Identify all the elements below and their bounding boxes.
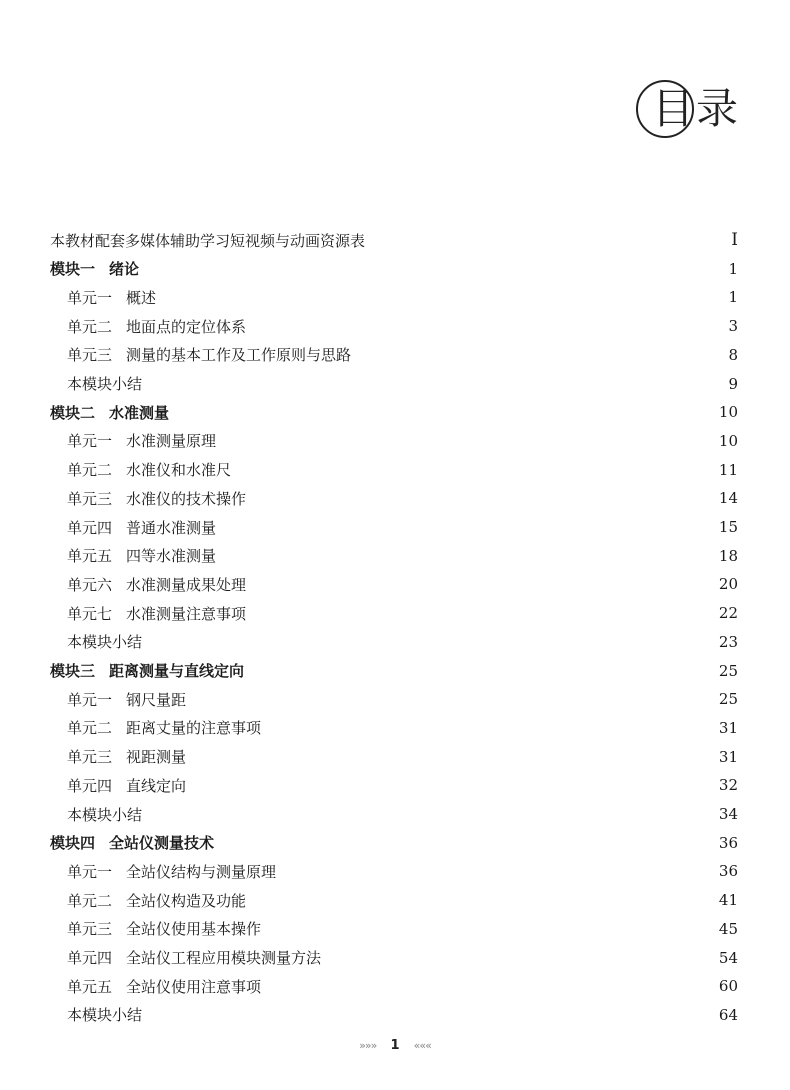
toc-entry-title: 全站仪结构与测量原理: [126, 862, 277, 881]
toc-entry-page: 25: [718, 690, 738, 709]
toc-entry-code: 单元一: [67, 690, 113, 709]
toc-unit-entry[interactable]: [67, 714, 738, 742]
toc-unit-entry[interactable]: [67, 857, 738, 885]
toc-module-entry[interactable]: [50, 398, 738, 426]
toc-entry-title: 水准测量: [109, 403, 170, 422]
dot-leader: [237, 465, 713, 475]
toc-entry-code: 单元四: [67, 776, 113, 795]
dot-leader: [267, 981, 713, 991]
dot-leader: [282, 866, 713, 876]
dot-leader: [148, 1010, 713, 1020]
page-number: 1: [390, 1038, 400, 1053]
toc-unit-entry[interactable]: [67, 915, 738, 943]
toc-entry-title: 概述: [126, 288, 157, 307]
footer-right-marks: «««: [413, 1039, 431, 1052]
toc-unit-entry[interactable]: [67, 972, 738, 1000]
toc-entry-code: 单元六: [67, 575, 113, 594]
toc-entry-title: 普通水准测量: [126, 518, 217, 537]
dot-leader: [148, 637, 713, 647]
toc-entry-label: [67, 918, 261, 939]
toc-entry-title: 全站仪使用基本操作: [126, 920, 262, 939]
toc-entry-page: 54: [718, 948, 738, 967]
toc-unit-entry[interactable]: [67, 427, 738, 455]
toc-entry-page: 41: [718, 891, 738, 910]
toc-entry-title: 水准仪和水准尺: [126, 461, 232, 480]
toc-entry-label: [67, 717, 261, 738]
toc-entry-title: 全站仪工程应用模块测量方法: [126, 949, 322, 967]
toc-entry-label: [67, 631, 142, 652]
toc-entry-label: [67, 344, 351, 365]
toc-entry-code: 单元三: [67, 748, 113, 767]
toc-entry-page: 20: [718, 575, 738, 594]
toc-entry-title: 距离测量与直线定向: [109, 662, 245, 680]
toc-entry-title: 本模块小结: [67, 805, 143, 824]
toc-entry-page: 9: [728, 374, 738, 393]
toc-entry-code: 单元五: [67, 977, 113, 996]
toc-entry-title: 本教材配套多媒体辅助学习短视频与动画资源表: [50, 231, 366, 250]
toc-entry-title: 全站仪构造及功能: [126, 891, 247, 910]
toc-entry-code: 单元三: [67, 489, 113, 508]
toc-unit-entry[interactable]: [67, 944, 738, 972]
toc-unit-entry[interactable]: [67, 312, 738, 340]
toc-unit-entry[interactable]: [67, 886, 738, 914]
toc-entry-code: 单元一: [67, 432, 113, 451]
toc-entry-code: 单元三: [67, 346, 113, 365]
dot-leader: [192, 752, 713, 762]
toc-entry-label: [67, 430, 216, 451]
toc-entry-title: 钢尺量距: [126, 690, 187, 709]
toc-entry-page: 36: [718, 833, 738, 852]
toc-entry-code: 单元五: [67, 547, 113, 566]
dot-leader: [192, 694, 713, 704]
toc-entry-title: 本模块小结: [67, 633, 143, 652]
toc-entry-label: [67, 746, 186, 767]
toc-unit-entry[interactable]: [67, 484, 738, 512]
toc-entry-label: [67, 1004, 142, 1025]
toc-entry-page: 22: [718, 604, 738, 623]
toc-entry-label: [67, 316, 246, 337]
toc-entry-label: [67, 603, 246, 624]
toc-entry-title: 绪论: [109, 260, 140, 279]
toc-entry-code: 模块二: [50, 403, 96, 422]
toc-entry-label: [67, 287, 156, 308]
toc-entry-label: [67, 459, 231, 480]
toc-entry-label: [50, 230, 365, 251]
toc-module-entry[interactable]: [50, 829, 738, 857]
toc-entry-title: 本模块小结: [67, 375, 143, 393]
toc-entry-code: 模块三: [50, 662, 96, 680]
dot-leader: [267, 723, 713, 733]
toc-unit-entry[interactable]: [67, 800, 738, 828]
toc-entry-label: [50, 402, 169, 423]
toc-entry-label: [50, 660, 244, 681]
dot-leader: [162, 292, 720, 302]
toc-entry-label: [67, 976, 261, 997]
toc-entry-page: 18: [718, 546, 738, 565]
toc-unit-entry[interactable]: [67, 570, 738, 598]
dot-leader: [220, 838, 713, 848]
toc-entry-code: 单元一: [67, 288, 113, 307]
toc-entry-title: 本模块小结: [67, 1006, 143, 1025]
dot-leader: [250, 666, 713, 676]
toc-entry-title: 全站仪测量技术: [109, 834, 215, 853]
toc-entry-page: 45: [718, 919, 738, 938]
toc-entry-label: [67, 373, 142, 394]
dot-leader: [252, 608, 713, 618]
toc-unit-entry[interactable]: [67, 1001, 738, 1029]
toc-unit-entry[interactable]: [67, 743, 738, 771]
toc-entry-label: [67, 689, 186, 710]
toc-entry-label: [67, 890, 246, 911]
toc-entry-title: 水准测量注意事项: [126, 604, 247, 623]
dot-leader: [252, 895, 713, 905]
toc-entry-code: 模块四: [50, 834, 96, 853]
toc-title-badge: [636, 78, 746, 138]
toc-entry-title: 水准测量原理: [126, 432, 217, 451]
toc-entry-page: 23: [718, 632, 738, 651]
toc-entry-page: I: [731, 230, 738, 250]
toc-entry-title: 四等水准测量: [126, 547, 217, 566]
toc-entry-page: 31: [718, 718, 738, 737]
toc-entry-page: 1: [728, 259, 738, 278]
toc-entry-page: 34: [718, 805, 738, 823]
toc-entry-page: 64: [718, 1005, 738, 1024]
toc-unit-entry[interactable]: [67, 599, 738, 627]
toc-module-entry[interactable]: [50, 657, 738, 685]
dot-leader: [267, 924, 713, 934]
toc-unit-entry[interactable]: [67, 370, 738, 398]
toc-entry-label: [50, 258, 139, 279]
toc-entry-code: 单元二: [67, 461, 113, 480]
toc-unit-entry[interactable]: [67, 628, 738, 656]
toc-entry-label: [67, 517, 216, 538]
toc-unit-entry[interactable]: [67, 513, 738, 541]
dot-leader: [222, 551, 713, 561]
toc-entry-label: [67, 488, 246, 509]
toc-entry-title: 水准测量成果处理: [126, 575, 247, 594]
toc-entry-code: 单元二: [67, 317, 113, 336]
toc-entry-title: 水准仪的技术操作: [126, 489, 247, 508]
toc-unit-entry[interactable]: [67, 542, 738, 570]
toc-entry-label: [67, 804, 142, 825]
toc-entry-page: 10: [718, 431, 738, 450]
toc-unit-entry[interactable]: [67, 456, 738, 484]
toc-entry-code: 单元四: [67, 949, 113, 967]
toc-entry-code: 单元二: [67, 719, 113, 738]
toc-module-entry[interactable]: [50, 255, 738, 283]
toc-special-entry[interactable]: [50, 226, 738, 254]
toc-entry-page: 14: [718, 489, 738, 508]
dot-leader: [222, 436, 713, 446]
dot-leader: [327, 953, 713, 963]
toc-unit-entry[interactable]: [67, 341, 738, 369]
toc-entry-title: 地面点的定位体系: [126, 317, 247, 336]
toc-entry-label: [67, 775, 186, 796]
toc-entry-code: 模块一: [50, 260, 96, 279]
toc-entry-page: 31: [718, 747, 738, 766]
toc-entry-code: 单元七: [67, 604, 113, 623]
toc-unit-entry[interactable]: [67, 685, 738, 713]
dot-leader: [175, 407, 713, 417]
footer-left-marks: »»»: [359, 1039, 377, 1052]
toc-entry-label: [67, 861, 276, 882]
toc-entry-title: 直线定向: [126, 776, 187, 795]
toc-entry-code: 单元一: [67, 862, 113, 881]
toc-entry-label: [67, 947, 321, 968]
toc-entry-page: 32: [718, 776, 738, 795]
dot-leader: [252, 493, 713, 503]
dot-leader: [371, 235, 720, 245]
toc-entry-page: 8: [728, 345, 738, 364]
toc-unit-entry[interactable]: [67, 771, 738, 799]
toc-entry-title: 测量的基本工作及工作原则与思路: [126, 346, 352, 365]
toc-entry-page: 25: [718, 661, 738, 680]
dot-leader: [192, 780, 713, 790]
dot-leader: [222, 522, 713, 532]
page-title: 目录: [652, 84, 741, 133]
toc-entry-page: 3: [728, 317, 738, 336]
toc-entry-page: 11: [718, 460, 738, 479]
toc-entry-code: 单元二: [67, 891, 113, 910]
toc-entry-page: 36: [718, 862, 738, 881]
toc-entry-label: [67, 545, 216, 566]
toc-entry-title: 距离丈量的注意事项: [126, 719, 262, 738]
toc-entry-page: 60: [718, 977, 738, 996]
toc-entry-page: 1: [728, 288, 738, 307]
toc-unit-entry[interactable]: [67, 283, 738, 311]
dot-leader: [252, 579, 713, 589]
toc-entry-title: 全站仪使用注意事项: [126, 977, 262, 996]
toc-entry-code: 单元三: [67, 920, 113, 939]
toc-entry-label: [50, 832, 214, 853]
dot-leader: [148, 379, 720, 389]
dot-leader: [252, 321, 720, 331]
toc-entry-page: 15: [718, 518, 738, 536]
dot-leader: [357, 350, 720, 360]
dot-leader: [148, 809, 713, 819]
toc-entry-page: 10: [718, 403, 738, 422]
dot-leader: [145, 264, 720, 274]
toc-entry-code: 单元四: [67, 518, 113, 537]
toc-entry-label: [67, 574, 246, 595]
page-footer: [0, 1038, 790, 1053]
toc-entry-title: 视距测量: [126, 748, 187, 767]
